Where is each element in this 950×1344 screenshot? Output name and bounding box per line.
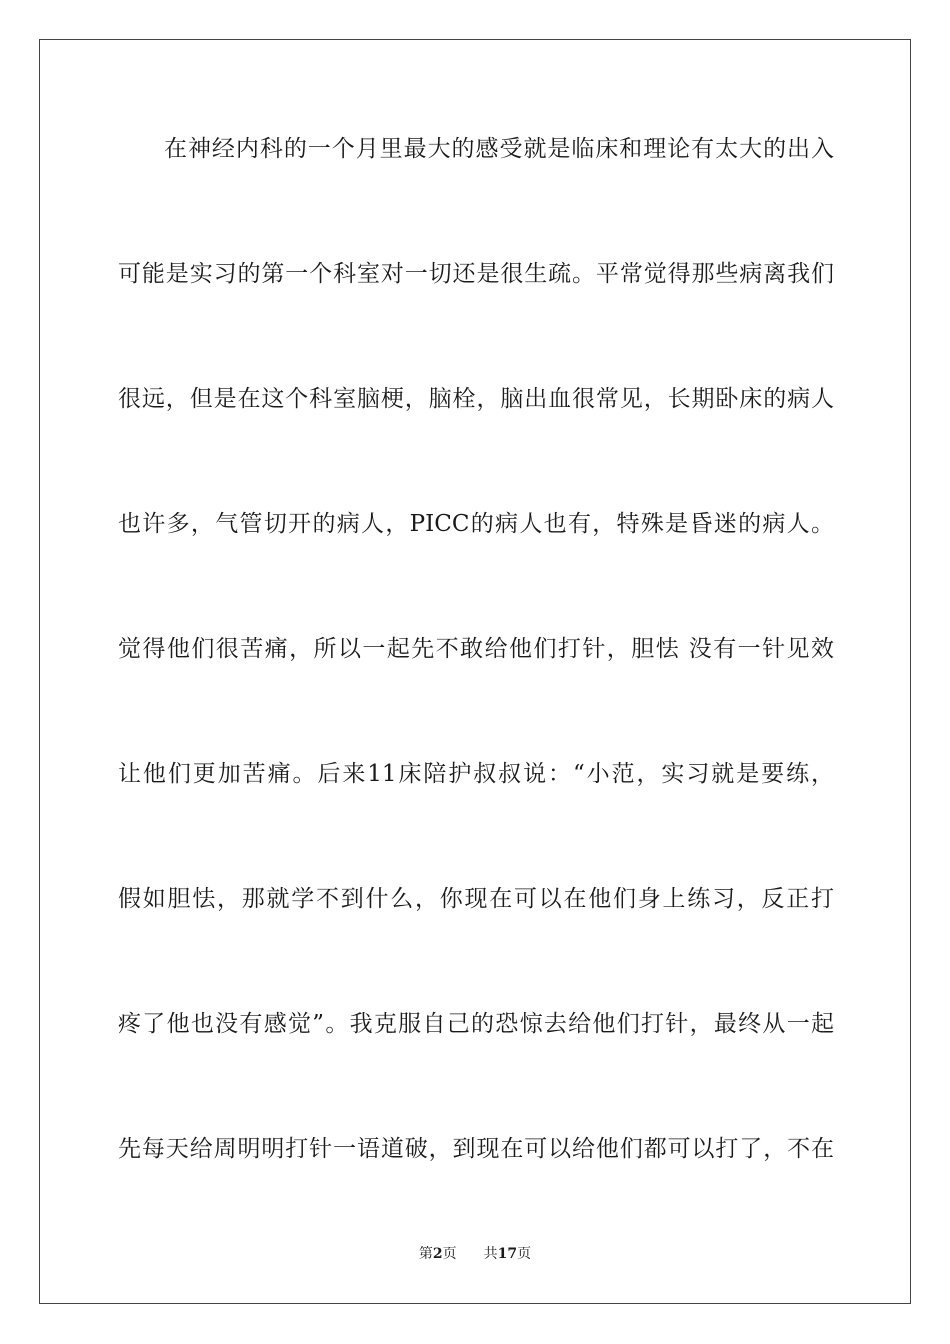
paragraph-line-8: 疼了他也没有感觉”。我克服自己的恐惊去给他们打针，最终从一起 [118, 1011, 834, 1037]
page-prefix: 第 [418, 1246, 433, 1262]
paragraph-line-9: 先每天给周明明打针一语道破，到现在可以给他们都可以打了，不在 [118, 1136, 834, 1162]
paragraph-line-5: 觉得他们很苦痛，所以一起先不敢给他们打针，胆怯 没有一针见效 [118, 636, 834, 662]
paragraph-line-4: 也许多，气管切开的病人，PICC的病人也有，特殊是昏迷的病人。 [118, 511, 834, 537]
page-border [39, 39, 911, 1304]
total-pages: 17 [497, 1246, 518, 1262]
paragraph-line-3: 很远，但是在这个科室脑梗，脑栓，脑出血很常见，长期卧床的病人 [118, 386, 834, 412]
paragraph-line-1: 在神经内科的一个月里最大的感受就是临床和理论有太大的出入 [164, 136, 834, 162]
paragraph-line-2: 可能是实习的第一个科室对一切还是很生疏。平常觉得那些病离我们 [118, 261, 834, 287]
paragraph-line-6: 让他们更加苦痛。后来11床陪护叔叔说：“小范，实习就是要练， [118, 761, 834, 787]
page-number: 2 [432, 1246, 443, 1262]
paragraph-line-7: 假如胆怯，那就学不到什么，你现在可以在他们身上练习，反正打 [118, 886, 834, 912]
page-footer [0, 1245, 950, 1263]
page-suffix: 页 [442, 1246, 457, 1262]
total-prefix: 共 [483, 1246, 498, 1262]
total-suffix: 页 [517, 1246, 532, 1262]
